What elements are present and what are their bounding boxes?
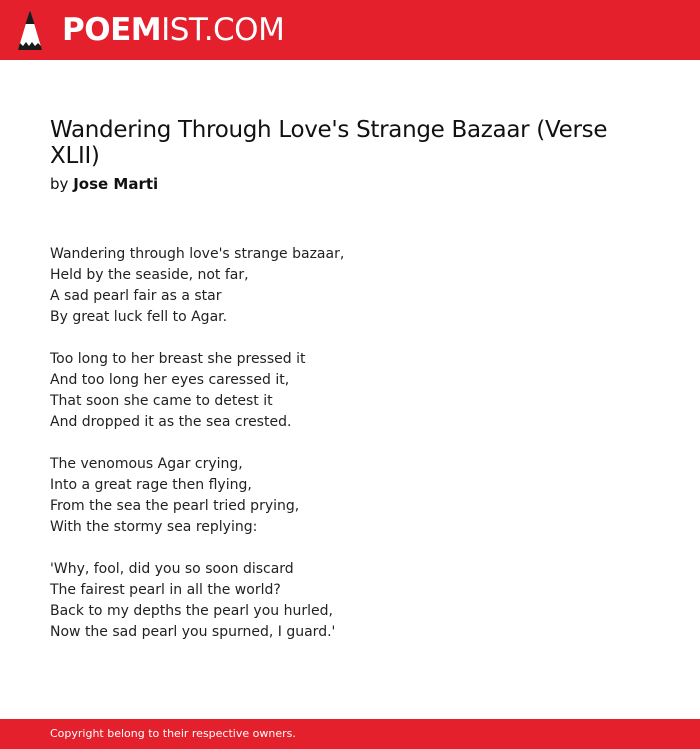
stanza bbox=[50, 454, 650, 538]
site-logo[interactable] bbox=[62, 12, 284, 48]
poem-line: A sad pearl fair as a star bbox=[50, 288, 222, 304]
poem-line: Back to my depths the pearl you hurled, bbox=[50, 603, 333, 619]
author-name[interactable]: Jose Marti bbox=[73, 175, 159, 193]
logo-bold-text: POEM bbox=[62, 12, 162, 48]
poem-line: 'Why, fool, did you so soon discard bbox=[50, 561, 294, 577]
pencil-tip-icon[interactable] bbox=[17, 9, 43, 51]
stanza bbox=[50, 244, 650, 328]
stanza bbox=[50, 559, 650, 643]
poem-line: Too long to her breast she pressed it bbox=[50, 351, 306, 367]
poem-body bbox=[50, 244, 650, 643]
poem-line: From the sea the pearl tried prying, bbox=[50, 498, 300, 514]
poem-line: And too long her eyes caressed it, bbox=[50, 372, 290, 388]
site-footer bbox=[0, 719, 700, 749]
byline bbox=[50, 173, 650, 195]
poem-line: The fairest pearl in all the world? bbox=[50, 582, 281, 598]
site-header bbox=[0, 0, 700, 60]
copyright-notice: Copyright belong to their respective owners. bbox=[50, 727, 296, 740]
stanza bbox=[50, 349, 650, 433]
poem-line: With the stormy sea replying: bbox=[50, 519, 258, 535]
poem-line: Held by the seaside, not far, bbox=[50, 267, 249, 283]
logo-light-text: IST.COM bbox=[161, 12, 285, 48]
by-label: by bbox=[50, 175, 69, 193]
poem-line: The venomous Agar crying, bbox=[50, 456, 243, 472]
poem-line: Wandering through love's strange bazaar, bbox=[50, 246, 345, 262]
poem-line: Into a great rage then flying, bbox=[50, 477, 252, 493]
poem-line: Now the sad pearl you spurned, I guard.' bbox=[50, 624, 336, 640]
poem-line: By great luck fell to Agar. bbox=[50, 309, 228, 325]
poem-content bbox=[50, 117, 650, 664]
poem-title: Wandering Through Love's Strange Bazaar (Verse XLII) bbox=[50, 117, 608, 169]
poem-line: That soon she came to detest it bbox=[50, 393, 273, 409]
poem-line: And dropped it as the sea crested. bbox=[50, 414, 292, 430]
